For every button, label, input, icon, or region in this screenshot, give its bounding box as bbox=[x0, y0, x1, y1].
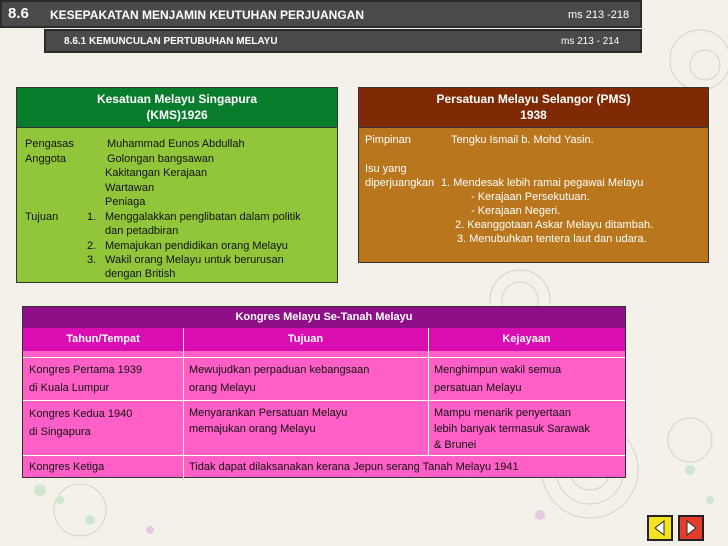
kms-anggota-item: Kakitangan Kerajaan bbox=[105, 167, 208, 179]
pms-title-line2: 1938 bbox=[520, 108, 547, 122]
pms-isu-label: diperjuangkan bbox=[365, 177, 435, 189]
kms-pengasas-label: Pengasas bbox=[25, 138, 74, 150]
kms-tujuan-text: dan petadbiran bbox=[105, 225, 179, 237]
section-title: KESEPAKATAN MENJAMIN KEUTUHAN PERJUANGAN bbox=[50, 8, 365, 22]
pms-pimpinan-label: Pimpinan bbox=[365, 134, 411, 146]
kms-tujuan-num: 3. bbox=[87, 254, 97, 266]
cell-line: persatuan Melayu bbox=[434, 382, 522, 394]
kms-tujuan-text: Wakil orang Melayu untuk berurusan bbox=[105, 254, 284, 266]
table-row bbox=[23, 400, 625, 455]
kms-anggota-item: Golongan bangsawan bbox=[107, 153, 215, 165]
pms-pimpinan-value: Tengku Ismail b. Mohd Yasin. bbox=[451, 134, 594, 146]
pms-isu-line: - Kerajaan Persekutuan. bbox=[471, 191, 590, 203]
pms-isu-label: Isu yang bbox=[365, 163, 407, 175]
kms-tujuan-text: dengan British bbox=[105, 268, 176, 280]
section-header bbox=[0, 0, 642, 28]
cell-line: & Brunei bbox=[434, 439, 477, 451]
pms-body bbox=[358, 127, 709, 263]
column-header-tahun: Tahun/Tempat bbox=[23, 328, 183, 351]
cell-line: Menyarankan Persatuan Melayu bbox=[189, 407, 348, 419]
cell-line: Kongres Ketiga bbox=[29, 461, 105, 473]
cell-tujuan bbox=[183, 358, 428, 398]
column-header-kejayaan: Kejayaan bbox=[428, 328, 625, 351]
pms-isu-line: 3. Menubuhkan tentera laut dan udara. bbox=[457, 233, 647, 245]
arrow-left-icon bbox=[649, 517, 671, 539]
cell-line: di Kuala Lumpur bbox=[29, 382, 110, 394]
kms-tujuan-text: Menggalakkan penglibatan dalam politik bbox=[105, 211, 301, 223]
cell-line: orang Melayu bbox=[189, 382, 256, 394]
subsection-title: 8.6.1 KEMUNCULAN PERTUBUHAN MELAYU bbox=[64, 36, 278, 47]
cell-kejayaan bbox=[428, 358, 625, 398]
kms-tujuan-label: Tujuan bbox=[25, 211, 59, 223]
kongres-title: Kongres Melayu Se-Tanah Melayu bbox=[23, 307, 625, 328]
next-slide-button[interactable] bbox=[678, 515, 704, 541]
cell-line: Tidak dapat dilaksanakan kerana Jepun serang Tanah Melayu 1941 bbox=[189, 461, 519, 473]
pms-isu-line: 1. Mendesak lebih ramai pegawai Melayu bbox=[441, 177, 644, 189]
subsection-pages: ms 213 - 214 bbox=[561, 36, 620, 47]
kms-anggota-item: Peniaga bbox=[105, 196, 146, 208]
table-row bbox=[23, 455, 625, 479]
cell-line: Menghimpun wakil semua bbox=[434, 364, 562, 376]
section-pages: ms 213 -218 bbox=[568, 9, 630, 21]
pms-title-line1: Persatuan Melayu Selangor (PMS) bbox=[436, 92, 631, 106]
pms-isu-line: - Kerajaan Negeri. bbox=[471, 205, 561, 217]
kms-header bbox=[16, 87, 338, 128]
kms-title-line1: Kesatuan Melayu Singapura bbox=[96, 92, 258, 106]
cell-tujuan bbox=[183, 401, 428, 455]
cell-line: lebih banyak termasuk Sarawak bbox=[434, 423, 590, 435]
table-row bbox=[23, 357, 625, 398]
kms-anggota-item: Wartawan bbox=[105, 182, 155, 194]
kms-tujuan-num: 2. bbox=[87, 240, 97, 252]
column-divider bbox=[183, 328, 184, 478]
cell-line: memajukan orang Melayu bbox=[189, 423, 316, 435]
cell-tahun bbox=[23, 401, 183, 455]
kongres-table bbox=[22, 306, 626, 478]
pms-isu-line: 2. Keanggotaan Askar Melayu ditambah. bbox=[455, 219, 654, 231]
cell-tujuan bbox=[183, 456, 625, 479]
cell-line: Kongres Kedua 1940 bbox=[29, 408, 133, 420]
previous-slide-button[interactable] bbox=[647, 515, 673, 541]
cell-line: di Singapura bbox=[29, 426, 91, 438]
pms-header bbox=[358, 87, 709, 128]
kms-pengasas-value: Muhammad Eunos Abdullah bbox=[107, 138, 245, 150]
cell-line: Mewujudkan perpaduan kebangsaan bbox=[189, 364, 370, 376]
cell-kejayaan bbox=[428, 401, 625, 455]
column-header-tujuan: Tujuan bbox=[183, 328, 428, 351]
subsection-header bbox=[44, 29, 642, 53]
section-number: 8.6 bbox=[8, 5, 29, 22]
kms-body bbox=[16, 127, 338, 283]
cell-tahun bbox=[23, 456, 183, 479]
arrow-right-icon bbox=[680, 517, 702, 539]
kms-tujuan-num: 1. bbox=[87, 211, 97, 223]
kms-anggota-label: Anggota bbox=[25, 153, 66, 165]
kms-title-line2: (KMS)1926 bbox=[146, 108, 208, 122]
cell-line: Kongres Pertama 1939 bbox=[29, 364, 143, 376]
cell-line: Mampu menarik penyertaan bbox=[434, 407, 571, 419]
kms-tujuan-text: Memajukan pendidikan orang Melayu bbox=[105, 240, 288, 252]
column-divider bbox=[428, 328, 429, 455]
cell-tahun bbox=[23, 358, 183, 398]
